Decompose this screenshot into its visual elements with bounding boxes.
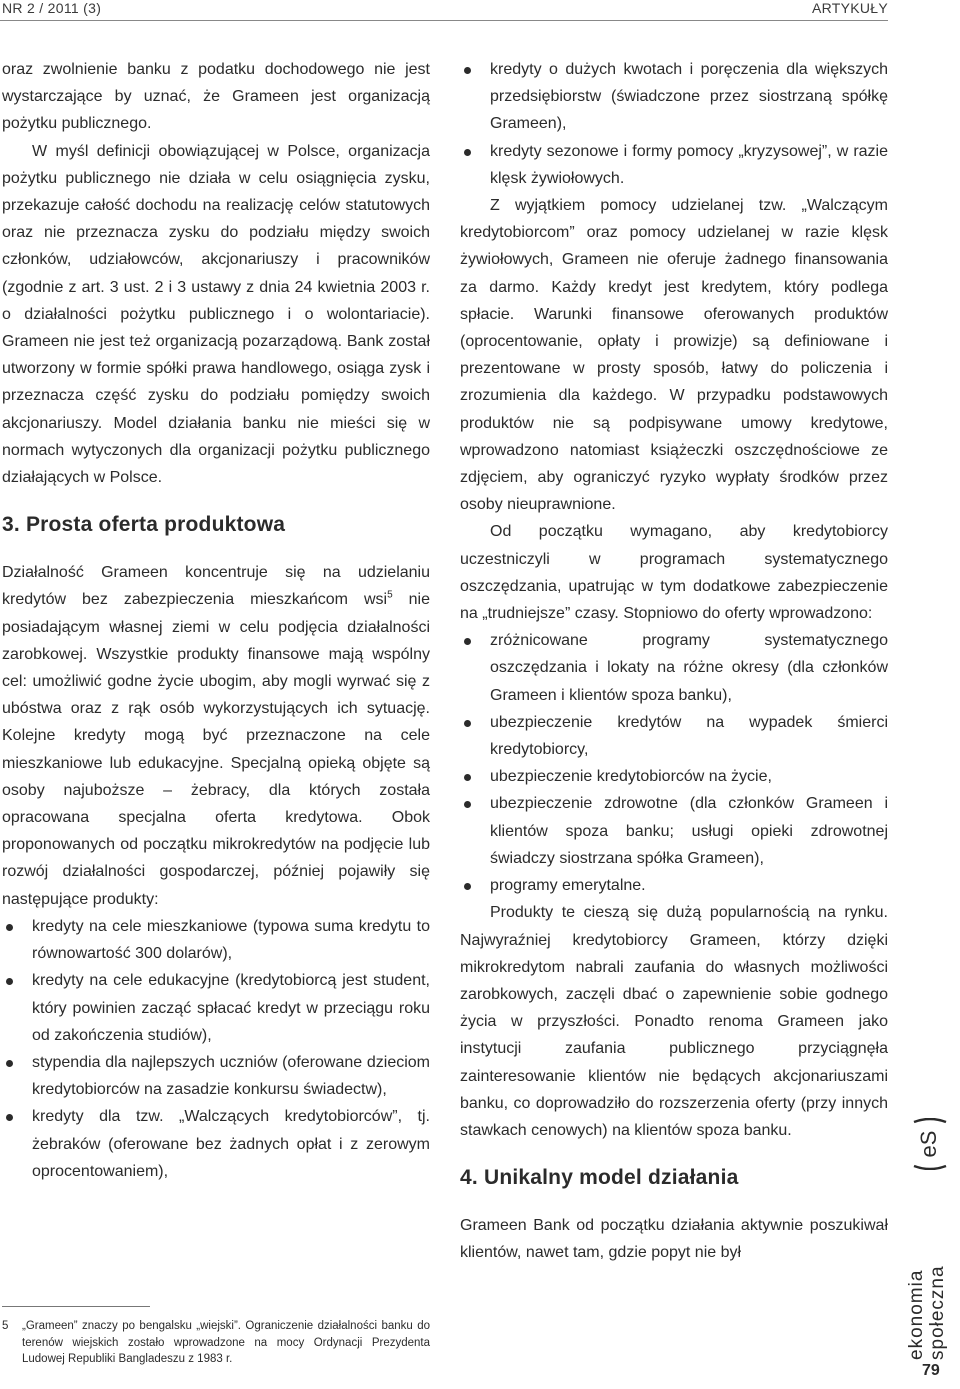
list-item: kredyty na cele edukacyjne (kredytobiorcą jest student, który powinien zacząć spłacać kredyt w przeciągu roku od zakończenia studiów), [2, 967, 430, 1049]
paragraph: Od początku wymagano, aby kredytobiorcy uczestniczyli w programach systematycznego oszczędzania, upatrując w tym dodatkowe zabezpieczenie na „trudniejsze” czasy. Stopniowo do oferty wprowadzono: [460, 523, 888, 623]
logo-letters: eS [915, 1130, 941, 1158]
section-heading-4: 4. Unikalny model działania [460, 1166, 739, 1190]
issue-number: NR 2 / 2011 (3) [2, 0, 102, 16]
list-item: stypendia dla najlepszych uczniów (oferowane dzieciom kredytobiorców na zasadzie konkursu świadectw), [2, 1049, 430, 1103]
running-header [0, 0, 960, 20]
section-name: ARTYKUŁY [811, 0, 888, 16]
bullet-list [460, 56, 888, 192]
brand-line-2: społeczna [927, 1265, 948, 1360]
section-heading-3: 3. Prosta oferta produktowa [2, 513, 286, 537]
bullet-list [460, 627, 888, 899]
footnote-number: 5 [2, 1320, 9, 1332]
paragraph: Z wyjątkiem pomocy udzielanej tzw. „Walczącym kredytobiorcom” oraz pomocy udzielanej w razie klęsk żywiołowych, Grameen nie oferuje żadnego finansowania za darmo. Każdy kredyt jest kredytem, który podlega spłacie. Warunki finansowe oferowanych produktów (oprocentowanie, opłaty i prowizje) są definiowane i prezentowane w prosty sposób, łatwy do policzenia i zrozumienia dla każdego. W przypadku podstawowych produktów nie są podpisywane umowy kredytowe, wprowadzono natomiast książeczki oszczędnościowe ze zdjęciem, aby ograniczyć ryzyko wypłaty środków przez osoby nieuprawnione. [460, 197, 888, 514]
bullet-list [2, 913, 430, 1185]
right-column [460, 56, 888, 1267]
footnote-text: „Grameen” znaczy po bengalsku „wiejski”. Ograniczenie działalności banku do terenów wiejskich zostało wprowadzone na mocy Ordynacji Prezydenta Ludowej Republiki Bangladeszu z 1983 r. [22, 1320, 430, 1366]
list-item: kredyty na cele mieszkaniowe (typowa suma kredytu to równowartość 300 dolarów), [2, 913, 430, 967]
paragraph [2, 559, 430, 913]
brand-wordmark [906, 1170, 956, 1360]
list-item: kredyty dla tzw. „Walczących kredytobiorców”, tj. żebraków (oferowane bez żadnych opłat i z zerowym oprocentowaniem), [2, 1103, 430, 1185]
paragraph: Grameen Bank od początku działania aktywnie poszukiwał klientów, nawet tam, gdzie popyt nie był [460, 1217, 888, 1262]
footnote-reference[interactable]: 5 [387, 590, 393, 602]
list-item: zróżnicowane programy systematycznego oszczędzania i lokaty na różne okresy (dla członków Grameen i klientów spoza banku), [460, 627, 888, 709]
paragraph: Produkty te cieszą się dużą popularnością na rynku. Najwyraźniej kredytobiorcy Grameen, którzy dzięki mikrokredytom nabrali zaufania do własnych możliwości zarobkowych, zaczęli dbać o zapewnienie sobie godnego życia w przyszłości. Ponadto renoma Grameen jako instytucji zaufania publicznego przyciągnęła zainteresowanie klientów nie będących akcjonariuszami banku, co doprowadziło do rozszerzenia oferty (przy innych stawkach cenowych) na klientów spoza banku. [460, 904, 888, 1139]
list-item: kredyty sezonowe i formy pomocy „kryzysowej”, w razie klęsk żywiołowych. [460, 138, 888, 192]
paragraph: oraz zwolnienie banku z podatku dochodowego nie jest wystarczające by uznać, że Grameen jest organizacją pożytku publicznego. [2, 61, 430, 133]
es-logo-icon [908, 1118, 952, 1170]
footnote-divider [2, 1306, 150, 1307]
paragraph-text: nie posiadającym własnej ziemi w celu podjęcia działalności zarobkowej. Wszystkie produkty finansowe mają wspólny cel: umożliwić godne życie ubogim, aby mogli wyrwać się z ubóstwa oraz z rąk osób wykorzystujących ich sytuację. Kolejne kredyty mogą być przeznaczone na cele mieszkaniowe lub edukacyjne. Specjalną opieką objęte są osoby najuboższe – żebracy, dla których została opracowana specjalna oferta kredytowa. Obok proponowanych od początku mikrokredytów na podjęcie lub rozwój działalności gospodarczej, później pojawiły się następujące produkty: [2, 591, 431, 908]
brand-line-1: ekonomia [906, 1269, 927, 1360]
list-item: ubezpieczenie kredytobiorców na życie, [460, 763, 888, 790]
paragraph-text: Działalność Grameen koncentruje się na udzielaniu kredytów bez zabezpieczenia mieszkańcom wsi [2, 564, 430, 609]
left-column [2, 56, 430, 1185]
list-item: kredyty o dużych kwotach i poręczenia dla większych przedsiębiorstw (świadczone przez siostrzaną spółkę Grameen), [460, 56, 888, 138]
brand-mark [906, 1170, 956, 1360]
list-item: ubezpieczenie kredytów na wypadek śmierci kredytobiorcy, [460, 709, 888, 763]
list-item: ubezpieczenie zdrowotne (dla członków Grameen i klientów spoza banku; usługi opieki zdrowotnej świadczy siostrzana spółka Grameen), [460, 790, 888, 872]
page-number: 79 [922, 1362, 940, 1379]
footnote [2, 1318, 430, 1368]
paragraph: W myśl definicji obowiązującej w Polsce, organizacja pożytku publicznego nie działa w celu osiągnięcia zysku, przekazuje całość dochodu na realizację celów statutowych oraz nie przeznacza zysku do podziału między swoich członków, udziałowców, akcjonariuszy i pracowników (zgodnie z art. 3 ust. 2 i 3 ustawy z dnia 24 kwietnia 2003 r. o działalności pożytku publicznego i o wolontariacie). Grameen nie jest też organizacją pozarządową. Bank został utworzony w formie spółki prawa handlowego, osiąga zysk i przeznacza część zysku do podziału pomiędzy swoich akcjonariuszy. Model działania banku nie mieści się w normach wytyczonych dla organizacji pożytku publicznego działających w Polsce. [2, 142, 430, 487]
header-divider [0, 20, 888, 21]
list-item: programy emerytalne. [460, 872, 888, 899]
